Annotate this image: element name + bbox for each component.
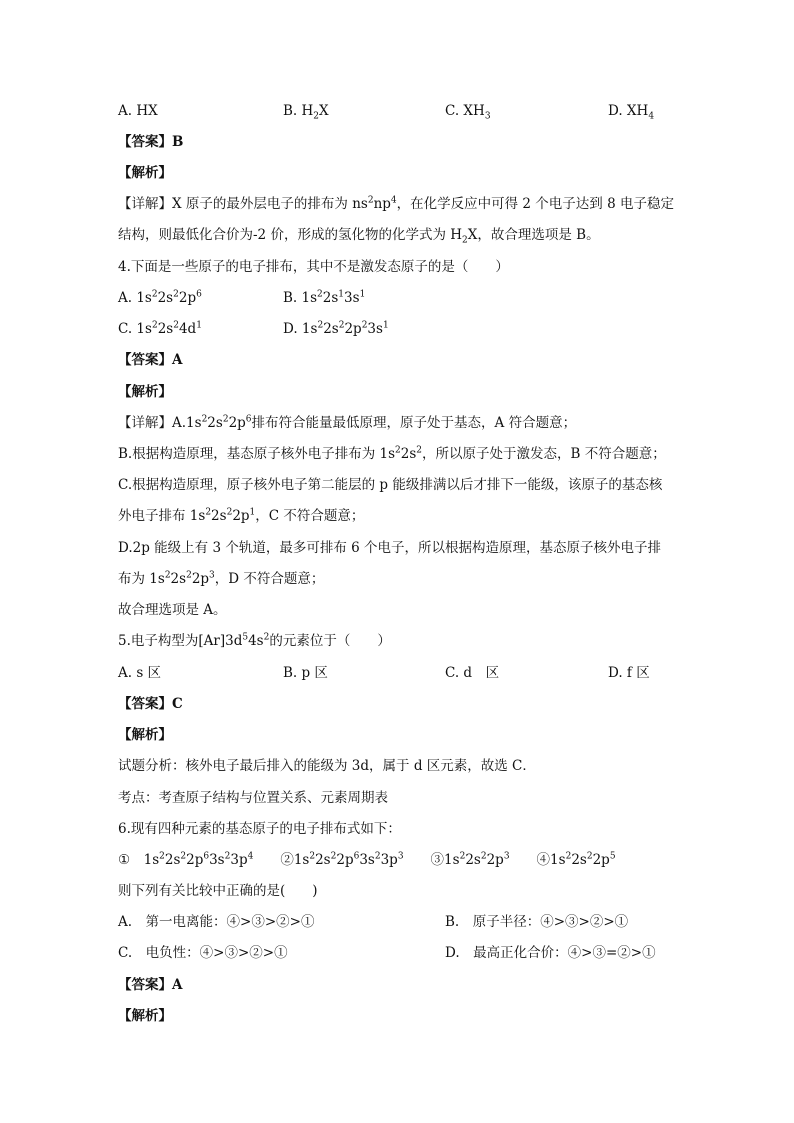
q4-detail-line-3: C.根据构造原理，原子核外电子第二能层的 p 能级排满以后才排下一能级，该原子的基态核: [118, 477, 663, 493]
q6-question: 6.现有四种元素的基态原子的电子排布式如下：: [118, 821, 401, 837]
q4-conclusion: 故合理选项是 A。: [118, 602, 227, 618]
q4-analysis-heading: 【解析】: [118, 384, 172, 400]
q5-option-d: D. f 区: [608, 665, 650, 681]
q5-answer: 【答案】C: [118, 696, 183, 712]
q4-detail-line-4: 外电子排布 $1s^22s^22p^1$，C 不符合题意；: [118, 507, 365, 524]
q3-option-d: D. $XH_4$: [608, 103, 655, 122]
q4-detail-line-2: B.根据构造原理，基态原子核外电子排布为 $1s^22s^2$，所以原子处于激发态，B 不符合题意；: [118, 445, 666, 462]
q6-option-d: D. 最高正化合价：④>③=②>①: [445, 945, 656, 961]
q3-option-b: B. $H_2X$: [283, 103, 329, 122]
q3-detail-line-2: 结构，则最低化合价为-2 价，形成的氢化物的化学式为 $H_2X$，故合理选项是 B。: [118, 227, 600, 246]
q5-option-a: A. s 区: [118, 665, 162, 681]
q6-configs: ① $1s^22s^22p^63s^23p^4$ $②1s^22s^22p^63s^23p^3$ $③1s^22s^22p^3$ $④1s^22s^22p^5$: [118, 851, 616, 868]
q5-analysis-heading: 【解析】: [118, 727, 172, 743]
q4-detail-line-1: 【详解】$A.1s^22s^22p^6$排布符合能量最低原理，原子处于基态，A 符合题意；: [118, 414, 577, 431]
q6-option-b: B. 原子半径：④>③>②>①: [445, 914, 629, 930]
q4-detail-line-5: D.2p 能级上有 3 个轨道，最多可排布 6 个电子，所以根据构造原理，基态原子核外电子排: [118, 540, 661, 556]
q3-option-c: C. $XH_3$: [445, 103, 491, 122]
q6-stem: 则下列有关比较中正确的是( ): [118, 883, 318, 899]
q5-analysis: 试题分析：核外电子最后排入的能级为 3d，属于 d 区元素，故选 C．: [118, 758, 536, 774]
q4-option-b: B. $1s^22s^13s^1$: [283, 289, 366, 306]
q3-answer: 【答案】B: [118, 134, 184, 150]
q6-analysis-heading: 【解析】: [118, 1008, 172, 1024]
q5-question: 5.电子构型为$[Ar]3d^54s^2$的元素位于（ ）: [118, 632, 391, 649]
q5-option-b: B. p 区: [283, 665, 328, 681]
q5-option-c: C. d 区: [445, 665, 500, 681]
q4-question: 4.下面是一些原子的电子排布，其中不是激发态原子的是（ ）: [118, 259, 509, 275]
q4-answer: 【答案】A: [118, 352, 183, 368]
q3-analysis-heading: 【解析】: [118, 165, 172, 181]
q6-answer: 【答案】A: [118, 977, 183, 993]
q5-keypoint: 考点：考查原子结构与位置关系、元素周期表: [118, 790, 388, 806]
q4-detail-line-6: 布为 $1s^22s^22p^3$，D 不符合题意；: [118, 570, 325, 587]
q4-option-a: A. $1s^22s^22p^6$: [118, 289, 202, 306]
q3-option-a: A. HX: [118, 103, 158, 119]
q4-option-d: D. $1s^22s^22p^23s^1$: [283, 320, 389, 337]
q3-detail-line-1: 【详解】X 原子的最外层电子的排布为 $ns^2np^4$，在化学反应中可得 2 个电子达到 8 电子稳定: [118, 195, 674, 212]
q4-option-c: C. $1s^22s^24d^1$: [118, 320, 202, 337]
q6-option-a: A. 第一电离能：④>③>②>①: [118, 914, 315, 930]
q6-option-c: C. 电负性：④>③>②>①: [118, 945, 288, 961]
